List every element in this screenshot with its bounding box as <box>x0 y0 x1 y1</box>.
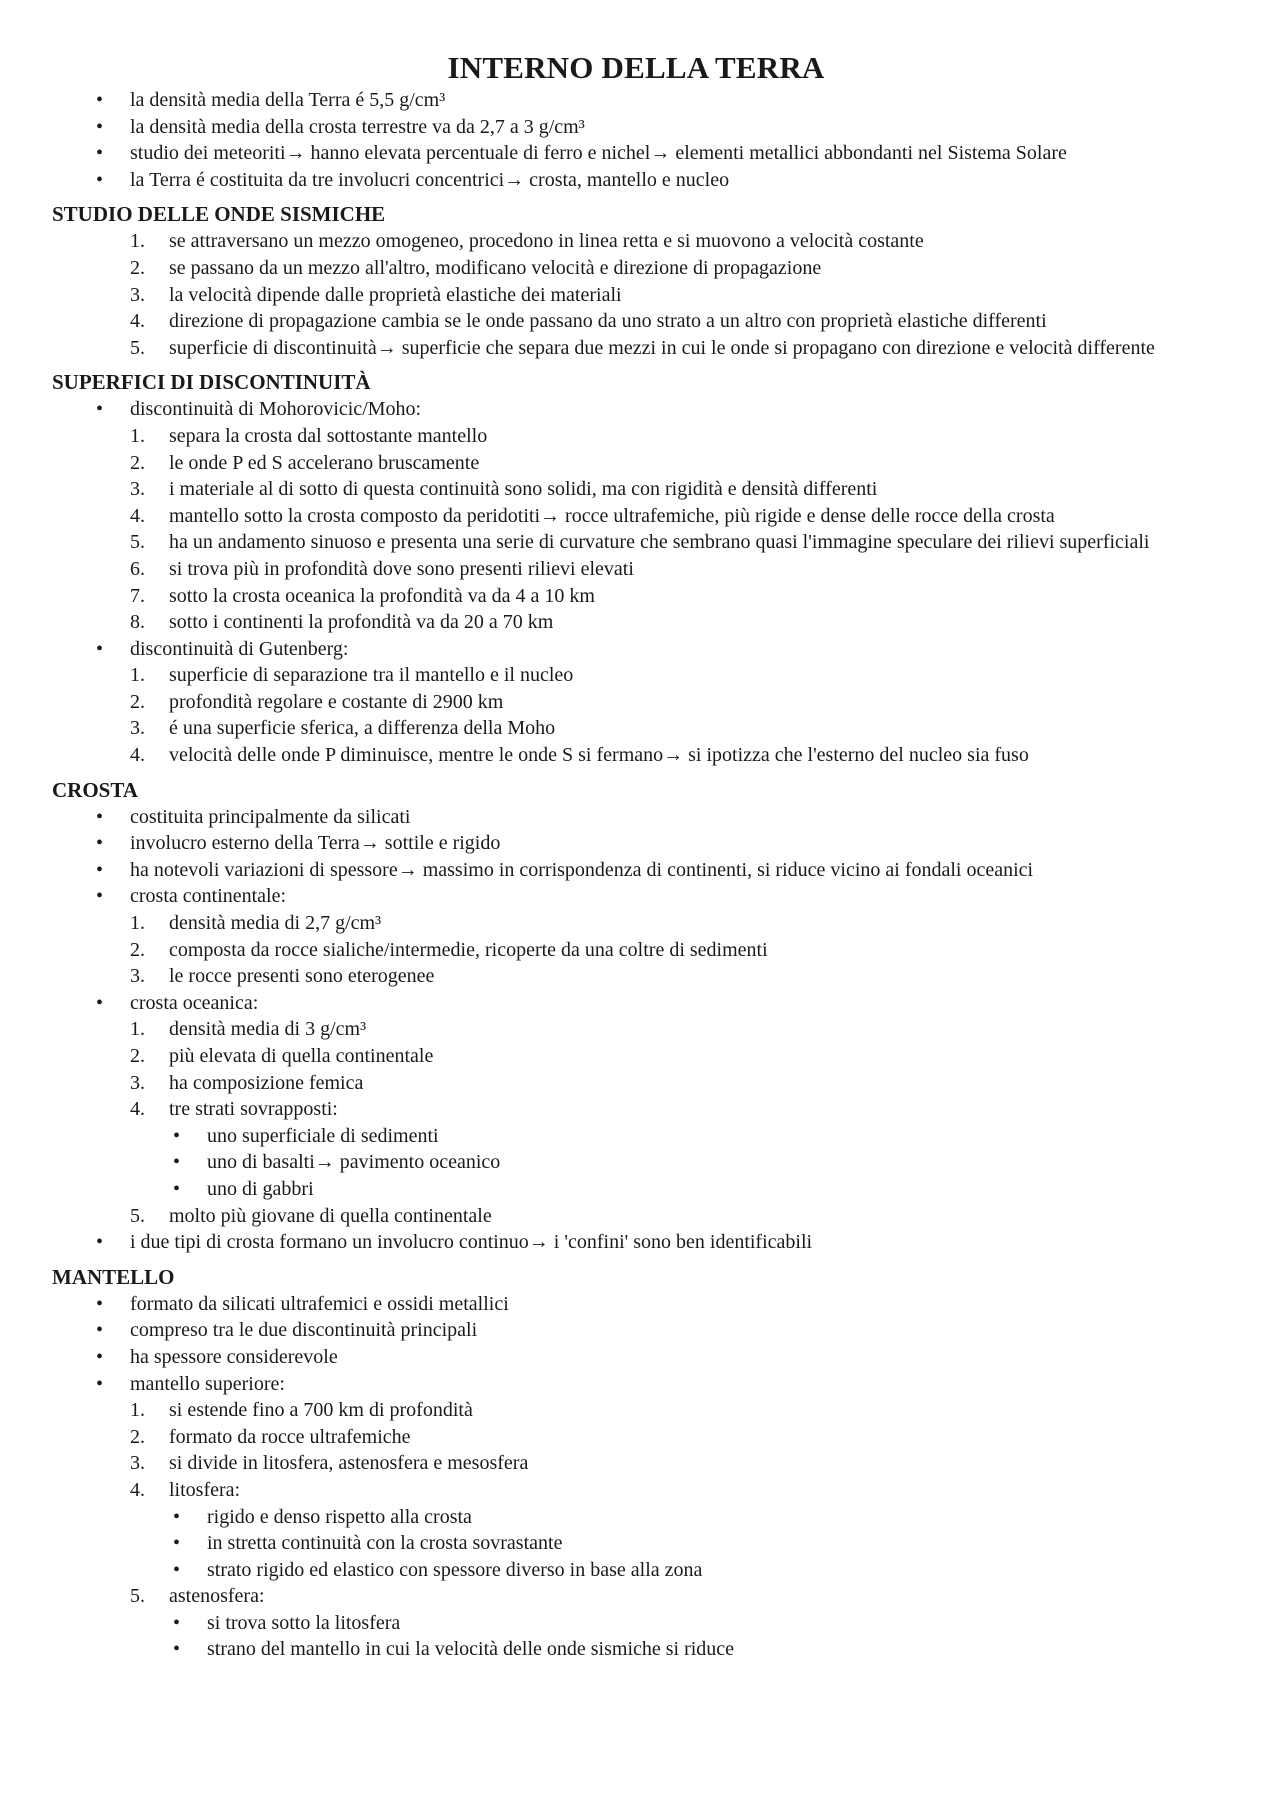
superfici-list-2 <box>52 636 1220 663</box>
list-item: 2. se passano da un mezzo all'altro, modificano velocità e direzione di propagazione <box>130 256 822 279</box>
list-item: • i due tipi di crosta formano un involucro continuo→ i 'confini' sono ben identificabili <box>52 1229 1220 1256</box>
crosta-list <box>52 804 1220 910</box>
mantello-list <box>52 1291 1220 1397</box>
intro-list <box>52 87 1220 193</box>
list-item: • ha notevoli variazioni di spessore→ massimo in corrispondenza di continenti, si riduce vicino ai fondali oceanici <box>52 857 1220 884</box>
list-item: • uno superficiale di sedimenti <box>52 1123 1220 1150</box>
superfici-list <box>52 396 1220 423</box>
moho-list <box>52 423 1220 636</box>
crosta-list-2 <box>52 990 1220 1017</box>
list-item: 3. é una superficie sferica, a differenza della Moho <box>130 717 556 740</box>
superiore-list-2 <box>52 1583 1220 1610</box>
list-item: 3. le rocce presenti sono eterogenee <box>130 965 435 988</box>
list-item: • involucro esterno della Terra→ sottile e rigido <box>52 830 1220 857</box>
astenosfera-list <box>52 1610 1220 1663</box>
list-item: • ha spessore considerevole <box>52 1344 1220 1371</box>
gutenberg-list <box>52 662 1220 768</box>
list-item: 3. i materiale al di sotto di questa continuità sono solidi, ma con rigidità e densità differenti <box>130 478 878 501</box>
list-item: 2. più elevata di quella continentale <box>130 1045 434 1067</box>
superiore-list <box>52 1397 1220 1503</box>
list-item: • strano del mantello in cui la velocità delle onde sismiche si riduce <box>52 1636 1220 1663</box>
list-item: 4. velocità delle onde P diminuisce, mentre le onde S si fermano→ si ipotizza che l'esterno del nucleo sia fuso <box>130 744 1029 767</box>
list-item: • la densità media della crosta terrestre va da 2,7 a 3 g/cm³ <box>52 114 1220 141</box>
list-item: 3. la velocità dipende dalle proprietà elastiche dei materiali <box>130 283 622 306</box>
list-item: 1. separa la crosta dal sottostante mantello <box>130 424 488 447</box>
list-item: 1. densità media di 2,7 g/cm³ <box>130 912 382 935</box>
list-item: 4. direzione di propagazione cambia se le onde passano da uno strato a un altro con proprietà elastiche differenti <box>130 310 1047 333</box>
section-heading-mantello: MANTELLO <box>52 1264 175 1289</box>
list-item-gutenberg: • discontinuità di Gutenberg: <box>52 636 1220 663</box>
list-item-crosta-oceanica: • crosta oceanica: <box>52 990 1220 1017</box>
list-item: • compreso tra le due discontinuità principali <box>52 1317 1220 1344</box>
oceanica-list-2 <box>52 1203 1220 1230</box>
list-item: • costituita principalmente da silicati <box>52 804 1220 831</box>
list-item: • in stretta continuità con la crosta sovrastante <box>52 1530 1220 1557</box>
list-item-crosta-continentale: • crosta continentale: <box>52 883 1220 910</box>
list-item: 4. tre strati sovrapposti: <box>130 1098 338 1121</box>
list-item: • formato da silicati ultrafemici e ossidi metallici <box>52 1291 1220 1318</box>
list-item: 4. litosfera: <box>130 1478 241 1501</box>
list-item: • la Terra é costituita da tre involucri concentrici→ crosta, mantello e nucleo <box>52 167 1220 194</box>
section-heading-onde-sismiche: STUDIO DELLE ONDE SISMICHE <box>52 202 386 227</box>
list-item: • la densità media della Terra é 5,5 g/cm³ <box>52 87 1220 114</box>
list-item: 1. se attraversano un mezzo omogeneo, procedono in linea retta e si muovono a velocità costante <box>130 230 924 253</box>
section-heading-crosta: CROSTA <box>52 777 138 802</box>
list-item: 1. si estende fino a 700 km di profondità <box>130 1399 473 1422</box>
crosta-list-3 <box>52 1229 1220 1256</box>
list-item: 5. molto più giovane di quella continentale <box>130 1204 492 1227</box>
litosfera-list <box>52 1504 1220 1584</box>
list-item: 5. superficie di discontinuità→ superficie che separa due mezzi in cui le onde si propagano con direzione e velocità differente <box>130 336 1155 359</box>
list-item: • uno di basalti→ pavimento oceanico <box>52 1149 1220 1176</box>
page-title: INTERNO DELLA TERRA <box>447 50 825 85</box>
section-heading-superfici: SUPERFICI DI DISCONTINUITÀ <box>52 370 371 395</box>
list-item: 5. ha un andamento sinuoso e presenta una serie di curvature che sembrano quasi l'immagine speculare dei rilievi superficiali <box>130 531 1150 554</box>
list-item: 4. mantello sotto la crosta composto da peridotiti→ rocce ultrafemiche, più rigide e dense delle rocce della crosta <box>130 504 1055 527</box>
list-item: • uno di gabbri <box>52 1176 1220 1203</box>
list-item: 2. le onde P ed S accelerano bruscamente <box>130 451 480 474</box>
list-item: 8. sotto i continenti la profondità va da 20 a 70 km <box>130 611 554 634</box>
continentale-list <box>52 910 1220 990</box>
list-item: • strato rigido ed elastico con spessore diverso in base alla zona <box>52 1557 1220 1584</box>
list-item: 2. formato da rocce ultrafemiche <box>130 1425 411 1448</box>
list-item: 6. si trova più in profondità dove sono presenti rilievi elevati <box>130 557 634 580</box>
list-item: 3. si divide in litosfera, astenosfera e mesosfera <box>130 1452 529 1475</box>
strati-list <box>52 1123 1220 1203</box>
list-item: • studio dei meteoriti→ hanno elevata percentuale di ferro e nichel→ elementi metallici abbondanti nel Sistema Solare <box>52 140 1220 167</box>
list-item: 2. profondità regolare e costante di 2900 km <box>130 690 504 713</box>
list-item-mantello-superiore: • mantello superiore: <box>52 1371 1220 1398</box>
onde-list <box>52 228 1220 361</box>
list-item: • si trova sotto la litosfera <box>52 1610 1220 1637</box>
list-item: • rigido e denso rispetto alla crosta <box>52 1504 1220 1531</box>
list-item: 1. densità media di 3 g/cm³ <box>130 1018 367 1041</box>
list-item: 3. ha composizione femica <box>130 1071 364 1094</box>
list-item: 1. superficie di separazione tra il mantello e il nucleo <box>130 664 574 687</box>
list-item: 5. astenosfera: <box>130 1585 265 1608</box>
list-item: 2. composta da rocce sialiche/intermedie, ricoperte da una coltre di sedimenti <box>130 938 768 961</box>
oceanica-list <box>52 1016 1220 1122</box>
list-item-moho: • discontinuità di Mohorovicic/Moho: <box>52 396 1220 423</box>
list-item: 7. sotto la crosta oceanica la profondità va da 4 a 10 km <box>130 584 595 607</box>
